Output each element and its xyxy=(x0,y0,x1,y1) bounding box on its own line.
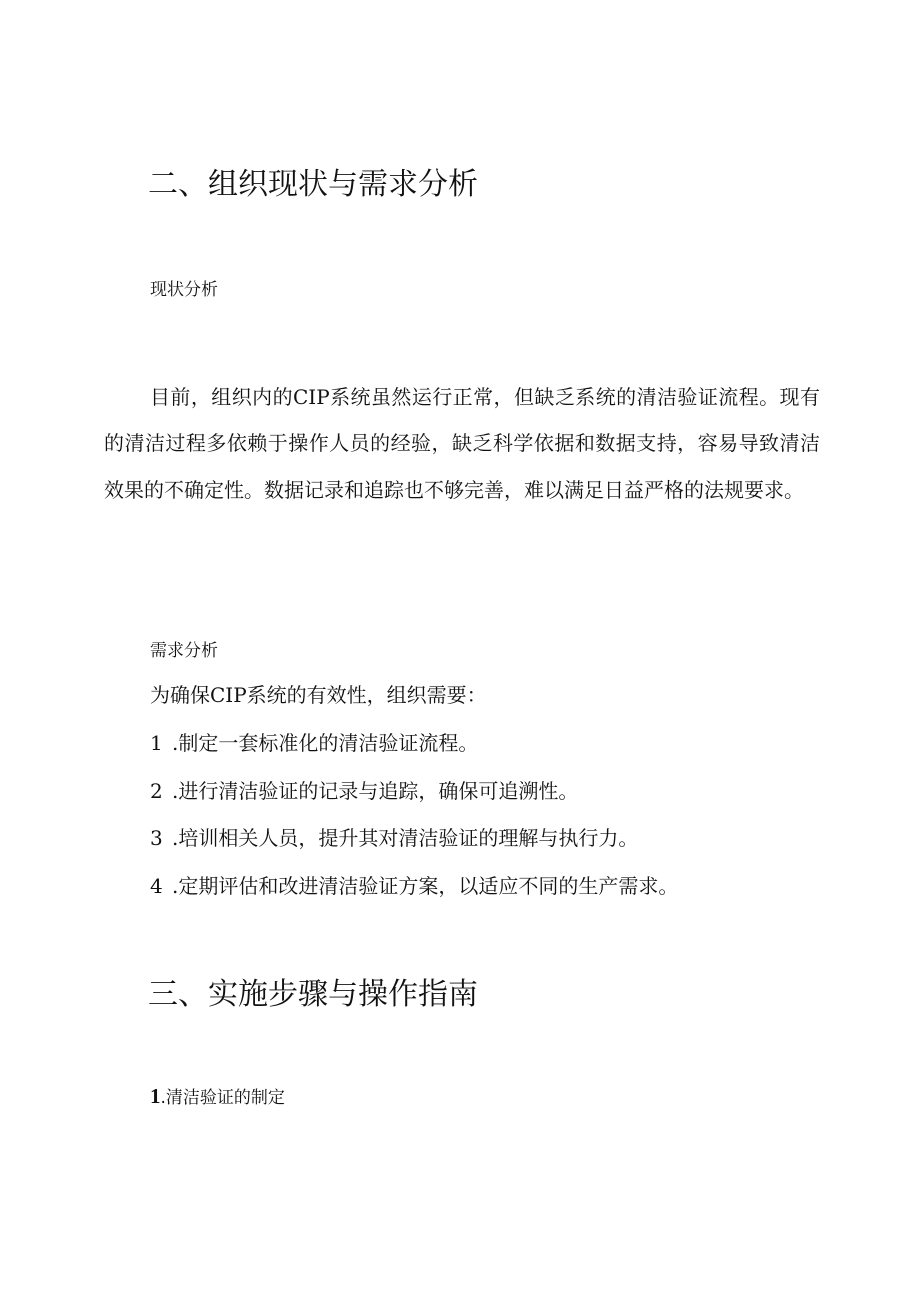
list-item xyxy=(150,729,478,757)
section-3-title: 三、实施步骤与操作指南 xyxy=(148,977,478,1012)
subsection-text: .清洁验证的制定 xyxy=(160,1088,285,1108)
list-item-text: .定期评估和改进清洁验证方案，以适应不同的生产需求。 xyxy=(172,874,679,898)
list-item-number: 3 xyxy=(150,826,163,850)
current-analysis-paragraph: 目前，组织内的CIP系统虽然运行正常，但缺乏系统的清洁验证流程。现有的清洁过程多依赖于操作人员的经验，缺乏科学依据和数据支持，容易导致清洁效果的不确定性。数据记录和追踪也不够完善，难以满足日益严格的法规要求。 xyxy=(104,385,820,502)
list-item xyxy=(150,777,578,805)
list-item-number: 4 xyxy=(150,874,163,898)
list-item xyxy=(150,824,638,852)
list-item-text: .进行清洁验证的记录与追踪，确保可追溯性。 xyxy=(172,779,579,803)
subsection-1-heading xyxy=(150,1085,285,1109)
section-2-title: 二、组织现状与需求分析 xyxy=(148,167,478,202)
subsection-number: 1 xyxy=(150,1084,161,1108)
list-item-text: .制定一套标准化的清洁验证流程。 xyxy=(172,731,479,755)
current-analysis-heading: 现状分析 xyxy=(150,280,218,300)
list-item xyxy=(150,872,678,900)
needs-analysis-heading: 需求分析 xyxy=(150,641,218,661)
list-item-number: 1 xyxy=(150,731,163,755)
needs-intro: 为确保CIP系统的有效性，组织需要： xyxy=(150,683,487,707)
list-item-number: 2 xyxy=(150,779,163,803)
list-item-text: .培训相关人员，提升其对清洁验证的理解与执行力。 xyxy=(172,826,639,850)
